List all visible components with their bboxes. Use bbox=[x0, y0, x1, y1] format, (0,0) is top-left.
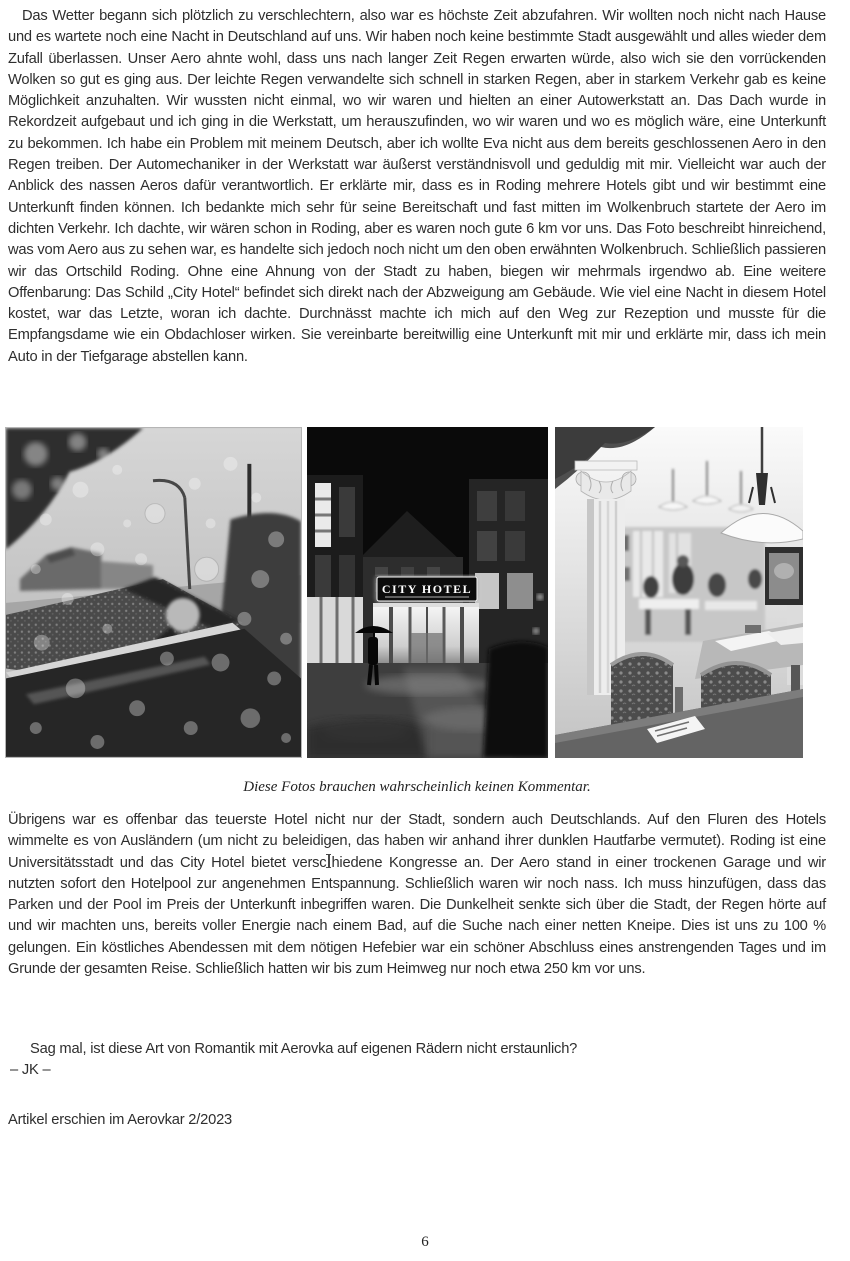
photo-windshield-rain-svg bbox=[6, 428, 301, 757]
city-hotel-sign bbox=[377, 577, 477, 601]
photo-city-hotel-night bbox=[307, 427, 548, 758]
text-cursor bbox=[325, 854, 332, 869]
photo-restaurant-interior bbox=[555, 427, 803, 758]
article-paragraph-1: Das Wetter begann sich plötzlich zu verschlechtern, also war es höchste Zeit abzufahren. Wir wollten noch nicht nach Hause und es wartete noch eine Nacht in Deutschland auf uns. Wir haben noch keine bestimmte Stadt ausgewählt und alles wieder dem Zufall überlassen. Unser Aero ahnte wohl, dass uns nach langer Zeit Regen erwarten würde, also wich sie den vorrückenden Wolken so gut es ging aus. Der leichte Regen verwandelte sich schnell in starken Regen, aber in starkem Verkehr gab es keine Möglichkeit anzuhalten. Wir wussten nicht einmal, wo wir waren und hielten an einer Autowerkstatt an. Das Dach wurde in Rekordzeit aufgebaut und ich ging in die Werkstatt, um herauszufinden, wo wir waren und wo es möglich wäre, eine Unterkunft zu bekommen. Ich habe ein Problem mit meinem Deutsch, aber ich wollte Eva nicht aus dem bereits geschlossenen Aero in den Regen treiben. Der Automechaniker in der Werkstatt war äußerst verständnisvoll und geduldig mit mir. Vielleicht war auch der Anblick des nassen Aeros dafür verantwortlich. Er erklärte mir, dass es in Roding mehrere Hotels gibt und wir bestimmt eine Unterkunft finden können. Ich bedankte mich sehr für seine Bereitschaft und fast mitten im Wolkenbruch startete der Aero im dichten Verkehr. Ich dachte, wir wären schon in Roding, aber es waren noch gute 6 km vor uns. Das Foto beschreibt hinreichend, was vom Aero aus zu sehen war, es handelte sich jedoch noch nicht um den oben erwähnten Wolkenbruch. Schließlich passieren wir das Ortschild Roding. Ohne eine Ahnung von der Stadt zu haben, biegen wir mehrmals irgendwo ab. Eine weitere Offenbarung: Das Schild „City Hotel“ befindet sich direkt nach der Abzweigung am Gebäude. Wie viel eine Nacht in diesem Hotel kostet, war das Letzte, woran ich dachte. Durchnässt machte ich mich auf den Weg zur Rezeption und musste für die Empfangsdame wie ein Obdachloser wirken. Sie vereinbarte bereitwillig eine Unterkunft mit mir und erklärte mir, dass ich mein Auto in der Tiefgarage abstellen kann. bbox=[8, 8, 826, 365]
article-paragraph-2 bbox=[8, 810, 826, 980]
photo-windshield-rain bbox=[5, 427, 302, 758]
photo-city-hotel-night-svg bbox=[307, 427, 548, 758]
photo-caption: Diese Fotos brauchen wahrscheinlich keinen Kommentar. bbox=[243, 779, 591, 795]
left-building bbox=[307, 475, 363, 677]
photo-row bbox=[5, 427, 805, 758]
photo-restaurant-interior-svg bbox=[555, 427, 803, 758]
shrubs-right bbox=[483, 641, 548, 758]
paragraph-2-after-cursor: hiedene Kongresse an. Der Aero stand in einer trockenen Garage und wir nutzten sofort den Hotelpool zur angenehmen Entspannung. Schließlich waren wir noch nass. Ich muss hinzufügen, dass das Parken und der Pool im Preis der Unterkunft inbegriffen waren. Die Dunkelheit senkte sich über die Stadt, der Regen hörte auf und wir machten uns, bereits voller Energie nach einem Bad, auf die Suche nach einer netten Kneipe. Dies ist uns zu 100 % gelungen. Ein köstliches Abendessen mit dem nötigen Hefebier war ein schöner Abschluss eines anstrengenden Tages und im Grunde der gesamten Reise. Schließlich hatten wir bis zum Heimweg nur noch etwa 250 km vor uns. bbox=[8, 854, 826, 978]
publication-note: Artikel erschien im Aerovkar 2/2023 bbox=[8, 1112, 233, 1128]
paragraph-2-before-cursor: Übrigens war es offenbar das teuerste Hotel nicht nur der Stadt, sondern auch Deutschlands. Auf den Fluren des Hotels wimmelte es von Ausländern (um nicht zu beleidigen, das haben wir anhand ihrer dunklen Hautfarbe vermutet). Roding ist eine Universitätsstadt und das City Hotel bietet versc bbox=[8, 812, 826, 871]
page-number: 6 bbox=[421, 1234, 429, 1250]
city-hotel-sign-text: CITY HOTEL bbox=[381, 582, 473, 596]
author-signature: – JK – bbox=[10, 1062, 51, 1078]
picture-frame bbox=[765, 547, 803, 605]
closing-question: Sag mal, ist diese Art von Romantik mit Aerovka auf eigenen Rädern nicht erstaunlich? bbox=[30, 1041, 578, 1057]
